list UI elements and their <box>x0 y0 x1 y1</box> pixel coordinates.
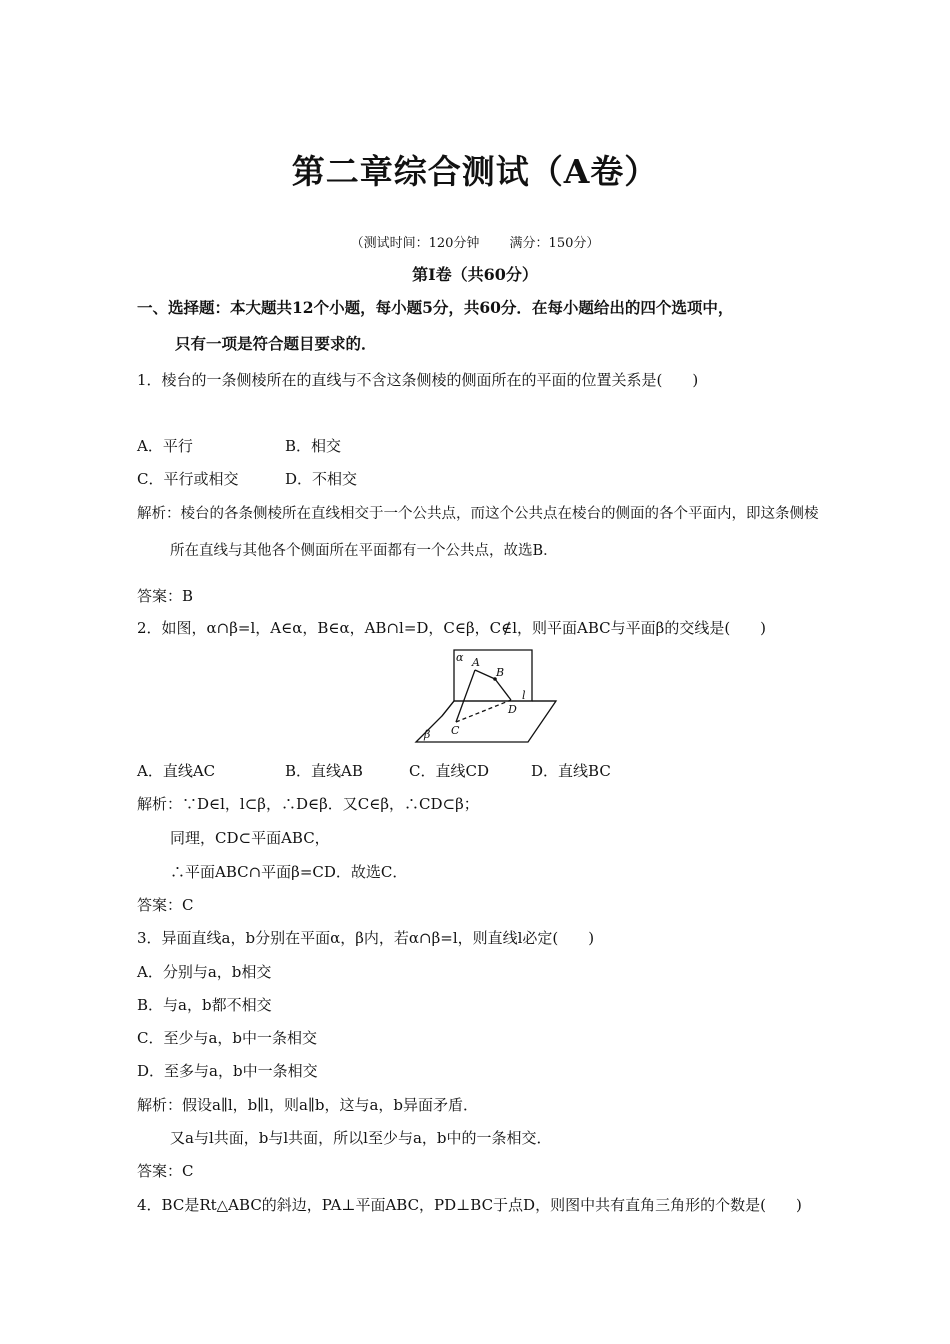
q3-option-a: A．分别与a，b相交 <box>137 963 272 981</box>
q2-analysis-line3: ∴平面ABC∩平面β=CD．故选C． <box>170 863 408 881</box>
edge-beta-left <box>442 701 454 716</box>
q2-answer: 答案：C <box>137 896 194 914</box>
segment-cd <box>456 700 511 722</box>
label-c: C <box>451 724 460 737</box>
q1-option-a: A．平行 <box>137 437 193 455</box>
segment-ab <box>475 670 495 679</box>
q3-analysis-line1: 解析：假设a∥l，b∥l，则a∥b，这与a，b异面矛盾． <box>137 1096 479 1114</box>
q1-analysis-line1: 解析：棱台的各条侧棱所在直线相交于一个公共点，而这个公共点在棱台的侧面的各个平面内，即这条侧棱 <box>137 506 819 522</box>
q2-figure <box>410 645 560 747</box>
segment-ac <box>456 670 475 722</box>
q1-answer: 答案：B <box>137 587 194 605</box>
label-a: A <box>472 656 480 669</box>
label-l: l <box>522 689 526 702</box>
q1-option-c: C．平行或相交 <box>137 470 239 488</box>
q2-analysis-line2: 同理，CD⊂平面ABC， <box>170 829 330 847</box>
label-alpha: α <box>456 651 464 664</box>
q3-option-b: B．与a，b都不相交 <box>137 996 272 1014</box>
q3-option-c: C．至少与a，b中一条相交 <box>137 1029 318 1047</box>
q2-option-c: C．直线CD <box>409 762 489 780</box>
volume-heading: 第Ⅰ卷（共60分） <box>412 265 538 284</box>
q2-analysis-line1: 解析：∵D∈l，l⊂β，∴D∈β．又C∈β，∴CD⊂β； <box>137 795 479 813</box>
q2-stem: 2．如图，α∩β=l，A∈α，B∈α，AB∩l=D，C∈β，C∉l，则平面ABC与平面β的交线是( ) <box>137 619 767 637</box>
q3-option-d: D．至多与a，b中一条相交 <box>137 1062 318 1080</box>
segment-bd <box>495 679 511 700</box>
q3-stem: 3．异面直线a，b分别在平面α，β内，若α∩β=l，则直线l必定( ) <box>137 929 595 947</box>
plane-alpha <box>454 650 532 701</box>
q3-analysis-line2: 又a与l共面，b与l共面，所以l至少与a，b中的一条相交． <box>170 1129 552 1147</box>
q4-stem: 4．BC是Rt△ABC的斜边，PA⊥平面ABC，PD⊥BC于点D，则图中共有直角三角形的个数是( ) <box>137 1196 802 1214</box>
q2-option-d: D．直线BC <box>531 762 611 780</box>
q2-option-a: A．直线AC <box>137 762 216 780</box>
label-d: D <box>508 703 517 716</box>
label-beta: β <box>424 728 431 741</box>
label-b: B <box>496 666 505 679</box>
q1-stem: 1．棱台的一条侧棱所在的直线与不含这条侧棱的侧面所在的平面的位置关系是( ) <box>137 371 699 389</box>
q1-option-b: B．相交 <box>285 437 342 455</box>
q3-answer: 答案：C <box>137 1162 194 1180</box>
page-title: 第二章综合测试（A卷） <box>291 152 659 191</box>
section-heading-line2: 只有一项是符合题目要求的． <box>175 334 377 353</box>
q1-option-d: D．不相交 <box>285 470 358 488</box>
section-heading-line1: 一、选择题：本大题共12个小题，每小题5分，共60分．在每小题给出的四个选项中， <box>137 298 734 317</box>
q2-option-b: B．直线AB <box>285 762 363 780</box>
test-meta: （测试时间：120分钟 满分：150分） <box>350 236 600 251</box>
q1-analysis-line2: 所在直线与其他各个侧面所在平面都有一个公共点，故选B． <box>170 543 558 559</box>
plane-beta <box>416 701 556 742</box>
